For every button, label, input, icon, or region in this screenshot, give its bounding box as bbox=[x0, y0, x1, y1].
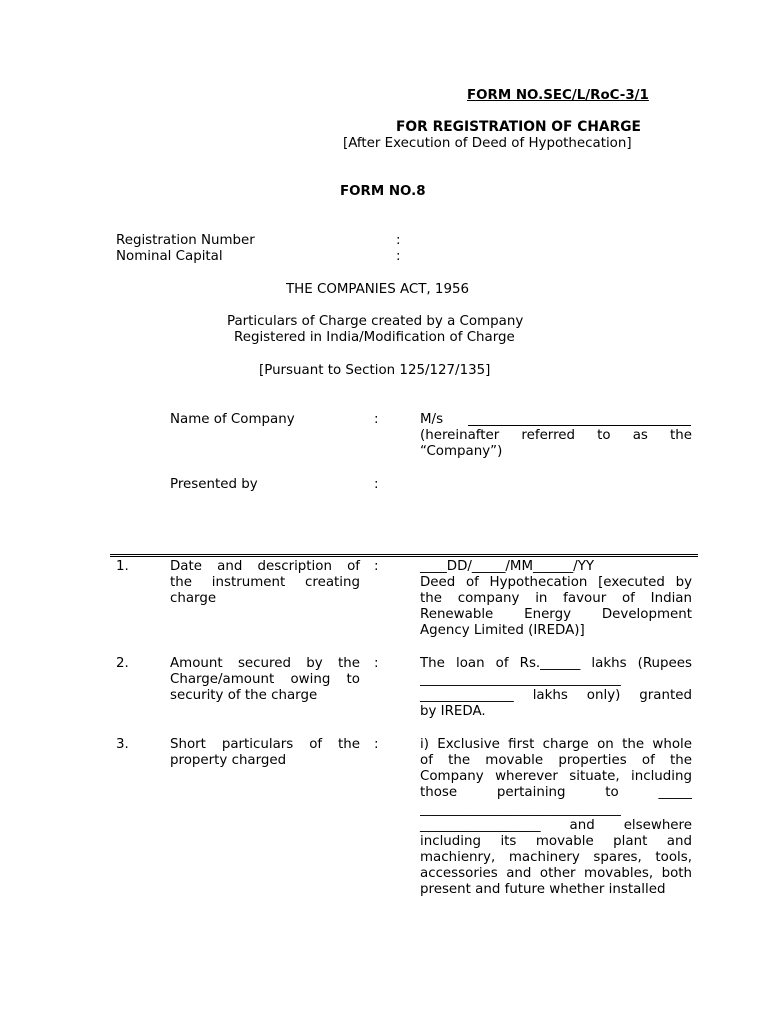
item-2-value-line-3: ______________ lakhs only) granted bbox=[420, 688, 692, 703]
presented-by-colon: : bbox=[374, 477, 379, 492]
company-name-colon: : bbox=[374, 412, 379, 427]
item-3-value-line-9: accessories and other movables, both bbox=[420, 866, 692, 881]
item-2-label-line-1: Amount secured by the bbox=[170, 656, 360, 671]
item-3-value-line-6: __________________ and elsewhere bbox=[420, 818, 692, 833]
item-3-colon: : bbox=[374, 737, 379, 752]
nominal-capital-label: Nominal Capital bbox=[116, 249, 223, 264]
form-number: FORM NO.8 bbox=[340, 184, 426, 199]
pursuant-section: [Pursuant to Section 125/127/135] bbox=[259, 363, 491, 378]
hereinafter-line bbox=[420, 428, 692, 444]
item-1-label-line-1: Date and description of bbox=[170, 559, 360, 574]
item-1-date-line: ____DD/_____/MM______/YY bbox=[420, 559, 595, 574]
item-2-number: 2. bbox=[116, 656, 129, 671]
item-3-value-line-2: of the movable properties of the bbox=[420, 753, 692, 768]
particulars-line-2: Registered in India/Modification of Charge bbox=[234, 330, 515, 345]
item-2-colon: : bbox=[374, 656, 379, 671]
section-divider bbox=[110, 554, 698, 557]
item-3-value-line-7: including its movable plant and bbox=[420, 834, 692, 849]
company-name-label: Name of Company bbox=[170, 412, 295, 427]
form-subtitle: [After Execution of Deed of Hypothecation] bbox=[343, 136, 632, 151]
item-3-value-line-3: Company wherever situate, including bbox=[420, 769, 692, 784]
hereinafter-word: (hereinafter bbox=[420, 428, 500, 443]
the-word: the bbox=[670, 428, 692, 443]
registration-number-label: Registration Number bbox=[116, 233, 255, 248]
item-1-number: 1. bbox=[116, 559, 129, 574]
particulars-line-1: Particulars of Charge created by a Company bbox=[227, 314, 524, 329]
item-2-value-line-4: by IREDA. bbox=[420, 704, 486, 719]
registration-number-colon: : bbox=[396, 233, 401, 248]
to-word: to bbox=[597, 428, 611, 443]
item-1-value-line-1: Deed of Hypothecation [executed by bbox=[420, 575, 692, 590]
item-3-value-line-10: present and future whether installed bbox=[420, 882, 666, 897]
item-3-label-line-1: Short particulars of the bbox=[170, 737, 360, 752]
item-2-value-line-1: The loan of Rs.______ lakhs (Rupees bbox=[420, 656, 692, 671]
item-3-value-line-8: machienry, machinery spares, tools, bbox=[420, 850, 692, 865]
form-reference: FORM NO.SEC/L/RoC-3/1 bbox=[467, 88, 649, 103]
item-1-label-line-3: charge bbox=[170, 591, 217, 606]
item-2-label-line-2: Charge/amount owing to bbox=[170, 672, 360, 687]
item-1-value-line-3: Renewable Energy Development bbox=[420, 607, 692, 622]
presented-by-label: Presented by bbox=[170, 477, 258, 492]
item-1-value-line-4: Agency Limited (IREDA)] bbox=[420, 623, 585, 638]
company-name-blank-line bbox=[468, 425, 691, 426]
form-title: FOR REGISTRATION OF CHARGE bbox=[396, 119, 641, 135]
item-3-label-line-2: property charged bbox=[170, 753, 287, 768]
item-3-number: 3. bbox=[116, 737, 129, 752]
item-1-colon: : bbox=[374, 559, 379, 574]
as-word: as bbox=[632, 428, 648, 443]
item-3-value-line-4: those pertaining to _____ bbox=[420, 785, 692, 800]
act-title: THE COMPANIES ACT, 1956 bbox=[286, 282, 470, 297]
item-2-value-line-2: ______________________________ bbox=[420, 672, 621, 687]
item-3-value-line-1: i) Exclusive first charge on the whole bbox=[420, 737, 692, 752]
ms-prefix: M/s bbox=[420, 412, 444, 427]
nominal-capital-colon: : bbox=[396, 249, 401, 264]
referred-word: referred bbox=[521, 428, 576, 443]
item-3-value-line-5: ______________________________ bbox=[420, 802, 621, 817]
company-quote: “Company”) bbox=[420, 444, 503, 459]
item-1-label-line-2: the instrument creating bbox=[170, 575, 360, 590]
item-2-label-line-3: security of the charge bbox=[170, 688, 318, 703]
item-1-value-line-2: the company in favour of Indian bbox=[420, 591, 692, 606]
